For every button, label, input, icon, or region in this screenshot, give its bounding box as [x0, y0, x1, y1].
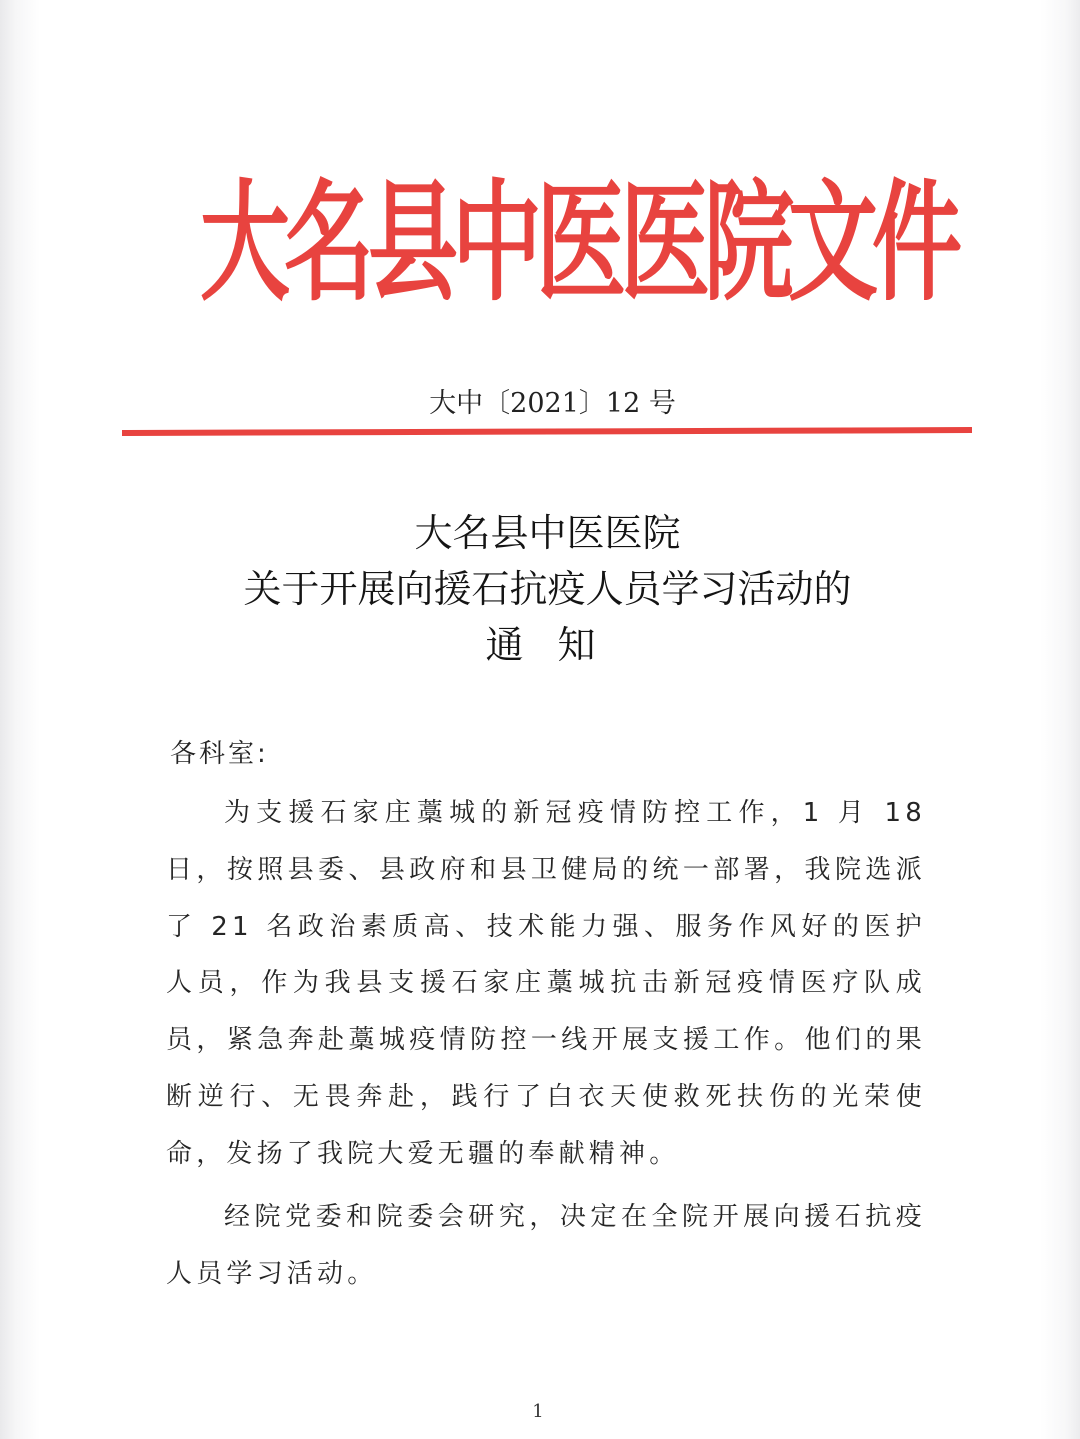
page-number: 1 [532, 1401, 544, 1422]
notice-title-line-1: 大名县中医医院 [414, 511, 681, 555]
body-paragraph: 为支援石家庄藁城的新冠疫情防控工作，1 月 18 日，按照县委、县政府和县卫健局的统一部署，我院选派了 21 名政治素质高、技术能力强、服务作风好的医护人员，作为我县支援石家庄藁城抗击新冠疫情医疗队成员，紧急奔赴藁城疫情防控一线开展支援工作。他们的果断逆行、无畏奔赴，践行了白衣天使救死扶伤的光荣使命，发扬了我院大爱无疆的奉献精神。 [166, 798, 926, 1169]
notice-title-line-3: 通知 [485, 623, 630, 667]
document-header-title: 大名县中医医院文件 [200, 166, 956, 320]
body-paragraph: 经院党委和院委会研究，决定在全院开展向援石抗疫人员学习活动。 [166, 1202, 926, 1289]
salutation: 各科室: [170, 739, 269, 769]
document-number: 大中〔2021〕12 号 [429, 388, 676, 419]
red-divider-line [122, 427, 972, 436]
notice-title-line-2: 关于开展向援石抗疫人员学习活动的 [243, 567, 852, 611]
